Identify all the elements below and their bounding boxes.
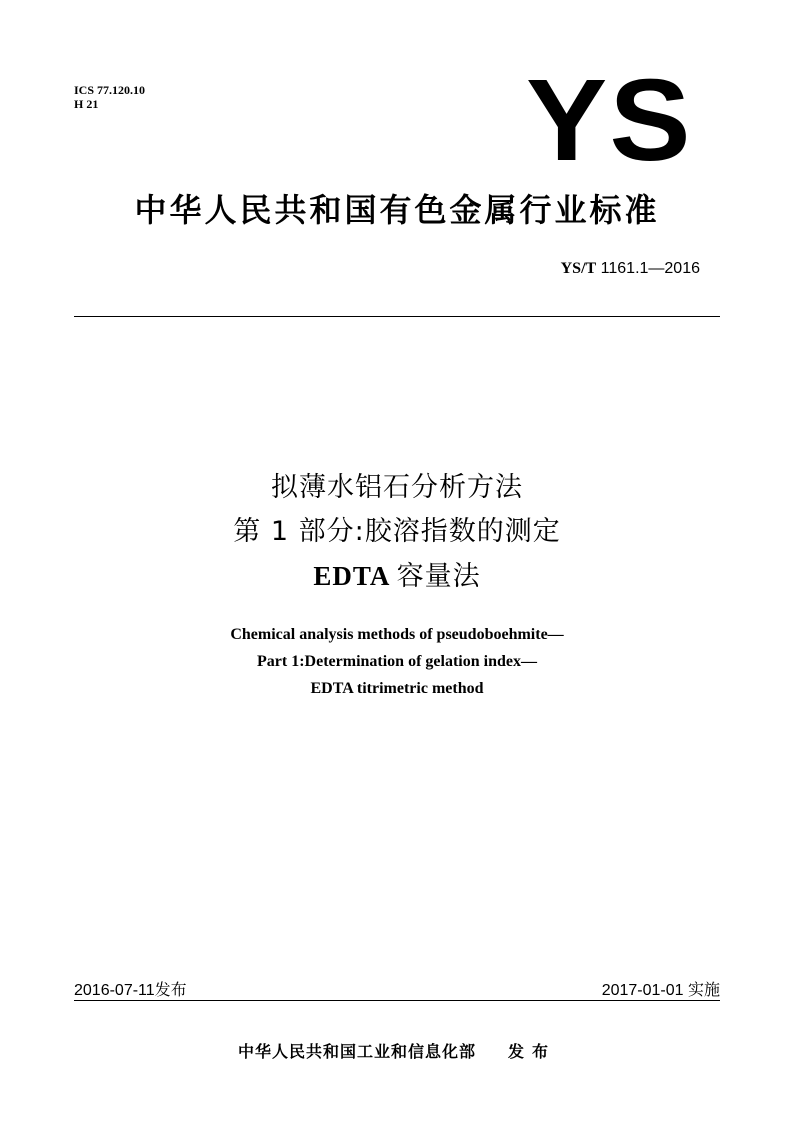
issue-date <box>74 980 187 1001</box>
english-title-line-3: EDTA titrimetric method <box>310 680 484 697</box>
implementation-date-value: 2017-01-01 <box>601 982 684 999</box>
standard-number <box>561 259 700 279</box>
chinese-title-line-2: 第 1 部分:胶溶指数的测定 <box>233 516 561 547</box>
chinese-title-line-3-cjk: 容量法 <box>396 561 481 592</box>
issue-date-label: 发布 <box>154 980 187 999</box>
implementation-date <box>602 980 720 1001</box>
chinese-title-line-3 <box>0 554 794 599</box>
issue-date-value: 2016-07-11 <box>74 982 155 999</box>
chinese-title <box>0 466 794 599</box>
english-title-line-2: Part 1:Determination of gelation index— <box>257 653 537 670</box>
standard-number-value: 1161.1—2016 <box>600 260 700 277</box>
standard-category-title: 中华人民共和国有色金属行业标准 <box>134 191 660 229</box>
publisher-action: 发布 <box>508 1042 557 1061</box>
chinese-title-line-1: 拟薄水铝石分析方法 <box>271 472 523 503</box>
publisher <box>0 1040 794 1064</box>
english-title-line-1: Chemical analysis methods of pseudoboehmite— <box>230 626 564 643</box>
standard-number-prefix: YS/T <box>560 260 597 277</box>
classification-codes <box>74 83 145 111</box>
english-title <box>0 621 794 702</box>
ys-logo: YS <box>526 55 693 185</box>
ccs-code: H 21 <box>74 97 99 111</box>
implementation-date-label: 实施 <box>687 980 720 999</box>
chinese-title-line-3-latin: EDTA <box>313 561 389 591</box>
top-divider <box>74 316 720 317</box>
bottom-divider <box>74 1000 720 1001</box>
ics-code: ICS 77.120.10 <box>74 83 146 97</box>
publisher-organization: 中华人民共和国工业和信息化部 <box>237 1042 476 1061</box>
